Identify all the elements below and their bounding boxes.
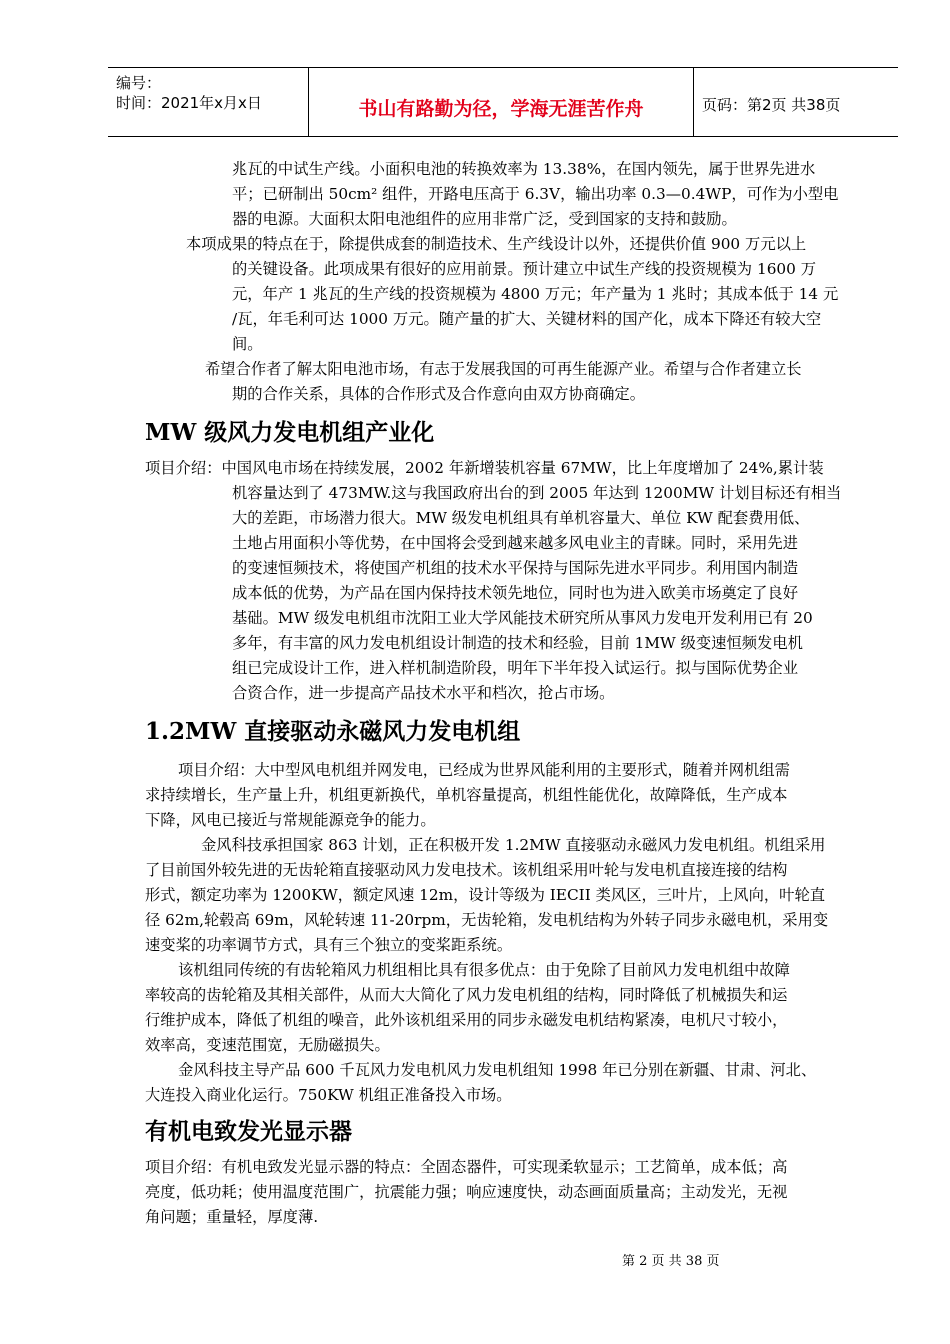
- body-line: 金风科技承担国家 863 计划，正在积极开发 1.2MW 直接驱动永磁风力发电机组。机组采用: [201, 836, 826, 854]
- header-meta-cell: [108, 68, 309, 136]
- body-line: 器的电源。大面积太阳电池组件的应用非常广泛，受到国家的支持和鼓励。: [232, 210, 737, 228]
- body-line: 效率高，变速范围宽，无励磁损失。: [145, 1036, 390, 1054]
- body-line: 土地占用面积小等优势，在中国将会受到越来越多风电业主的青睐。同时，采用先进: [232, 534, 798, 552]
- page-footer: 第 2 页 共 38 页: [622, 1254, 720, 1269]
- body-line: 大的差距，市场潜力很大。MW 级发电机组具有单机容量大、单位 KW 配套费用低、: [232, 509, 810, 527]
- body-line: 径 62m,轮毂高 69m，风轮转速 11-20rpm，无齿轮箱，发电机结构为外转子同步永磁电机，采用变: [145, 911, 829, 929]
- body-line: 平；已研制出 50cm² 组件，开路电压高于 6.3V，输出功率 0.3—0.4WP，可作为小型电: [232, 185, 839, 203]
- body-line: 基础。MW 级发电机组市沈阳工业大学风能技术研究所从事风力发电开发利用已有 20: [232, 609, 813, 627]
- body-line: 下降，风电已接近与常规能源竞争的能力。: [145, 811, 436, 829]
- body-line: 率较高的齿轮箱及其相关部件，从而大大简化了风力发电机组的结构，同时降低了机械损失和运: [145, 986, 788, 1004]
- section-heading: 1.2MW 直接驱动永磁风力发电机组: [145, 718, 521, 745]
- header-page-number: 页码：第2页 共38页: [702, 96, 841, 114]
- section-heading: MW 级风力发电机组产业化: [145, 419, 435, 446]
- body-line: 亮度，低功耗；使用温度范围广，抗震能力强；响应速度快，动态画面质量高；主动发光，无视: [145, 1183, 788, 1201]
- header-page-cell: [694, 68, 898, 136]
- body-line: 角问题；重量轻，厚度薄.: [145, 1208, 319, 1226]
- body-line: 形式，额定功率为 1200KW，额定风速 12m，设计等级为 IECII 类风区，三叶片，上风向，叶轮直: [145, 886, 826, 904]
- body-line: /瓦，年毛利可达 1000 万元。随产量的扩大、关键材料的国产化，成本下降还有较大空: [232, 310, 822, 328]
- header-motto: 书山有路勤为径，学海无涯苦作舟: [358, 98, 644, 120]
- body-line: 间。: [232, 335, 263, 353]
- body-line: 了目前国外较先进的无齿轮箱直接驱动风力发电技术。该机组采用叶轮与发电机直接连接的结构: [145, 861, 788, 879]
- body-line: 成本低的优势，为产品在国内保持技术领先地位，同时也为进入欧美市场奠定了良好: [232, 584, 798, 602]
- body-line: 兆瓦的中试生产线。小面积电池的转换效率为 13.38%，在国内领先，属于世界先进水: [232, 160, 816, 178]
- body-line: 期的合作关系，具体的合作形式及合作意向由双方协商确定。: [232, 385, 646, 403]
- body-line: 行维护成本，降低了机组的噪音，此外该机组采用的同步永磁发电机结构紧凑，电机尺寸较小，: [145, 1011, 788, 1029]
- page-header: [108, 67, 898, 137]
- body-line: 机容量达到了 473MW.这与我国政府出台的到 2005 年达到 1200MW 计划目标还有相当: [232, 484, 842, 502]
- body-line: 合资合作，进一步提高产品技术水平和档次，抢占市场。: [232, 684, 615, 702]
- body-line: 多年，有丰富的风力发电机组设计制造的技术和经验，目前 1MW 级变速恒频发电机: [232, 634, 803, 652]
- body-line: 希望合作者了解太阳电池市场，有志于发展我国的可再生能源产业。希望与合作者建立长: [205, 360, 802, 378]
- document-number-label: 编号：: [116, 74, 162, 92]
- header-motto-cell: [309, 68, 694, 136]
- body-line: 的变速恒频技术，将使国产机组的技术水平保持与国际先进水平同步。利用国内制造: [232, 559, 798, 577]
- body-line: 大连投入商业化运行。750KW 机组正准备投入市场。: [145, 1086, 512, 1104]
- body-line: 组已完成设计工作，进入样机制造阶段，明年下半年投入试运行。拟与国际优势企业: [232, 659, 798, 677]
- document-date-label: 时间：2021年x月x日: [116, 94, 262, 112]
- body-line: 项目介绍：中国风电市场在持续发展，2002 年新增装机容量 67MW，比上年度增加了 24%,累计装: [145, 459, 824, 477]
- body-line: 速变桨的功率调节方式，具有三个独立的变桨距系统。: [145, 936, 513, 954]
- body-line: 求持续增长，生产量上升，机组更新换代，单机容量提高，机组性能优化，故障降低，生产成本: [145, 786, 788, 804]
- body-line: 元，年产 1 兆瓦的生产线的投资规模为 4800 万元；年产量为 1 兆时；其成本低于 14 元: [232, 285, 839, 303]
- section-heading: 有机电致发光显示器: [145, 1118, 352, 1145]
- body-line: 本项成果的特点在于，除提供成套的制造技术、生产线设计以外，还提供价值 900 万元以上: [186, 235, 807, 253]
- body-line: 项目介绍：大中型风电机组并网发电，已经成为世界风能利用的主要形式，随着并网机组需: [178, 761, 790, 779]
- body-line: 该机组同传统的有齿轮箱风力机组相比具有很多优点：由于免除了目前风力发电机组中故障: [178, 961, 790, 979]
- body-line: 项目介绍：有机电致发光显示器的特点：全固态器件，可实现柔软显示；工艺简单，成本低；高: [145, 1158, 788, 1176]
- body-line: 金风科技主导产品 600 千瓦风力发电机风力发电机组知 1998 年已分别在新疆、甘肃、河北、: [178, 1061, 817, 1079]
- body-line: 的关键设备。此项成果有很好的应用前景。预计建立中试生产线的投资规模为 1600 万: [232, 260, 817, 278]
